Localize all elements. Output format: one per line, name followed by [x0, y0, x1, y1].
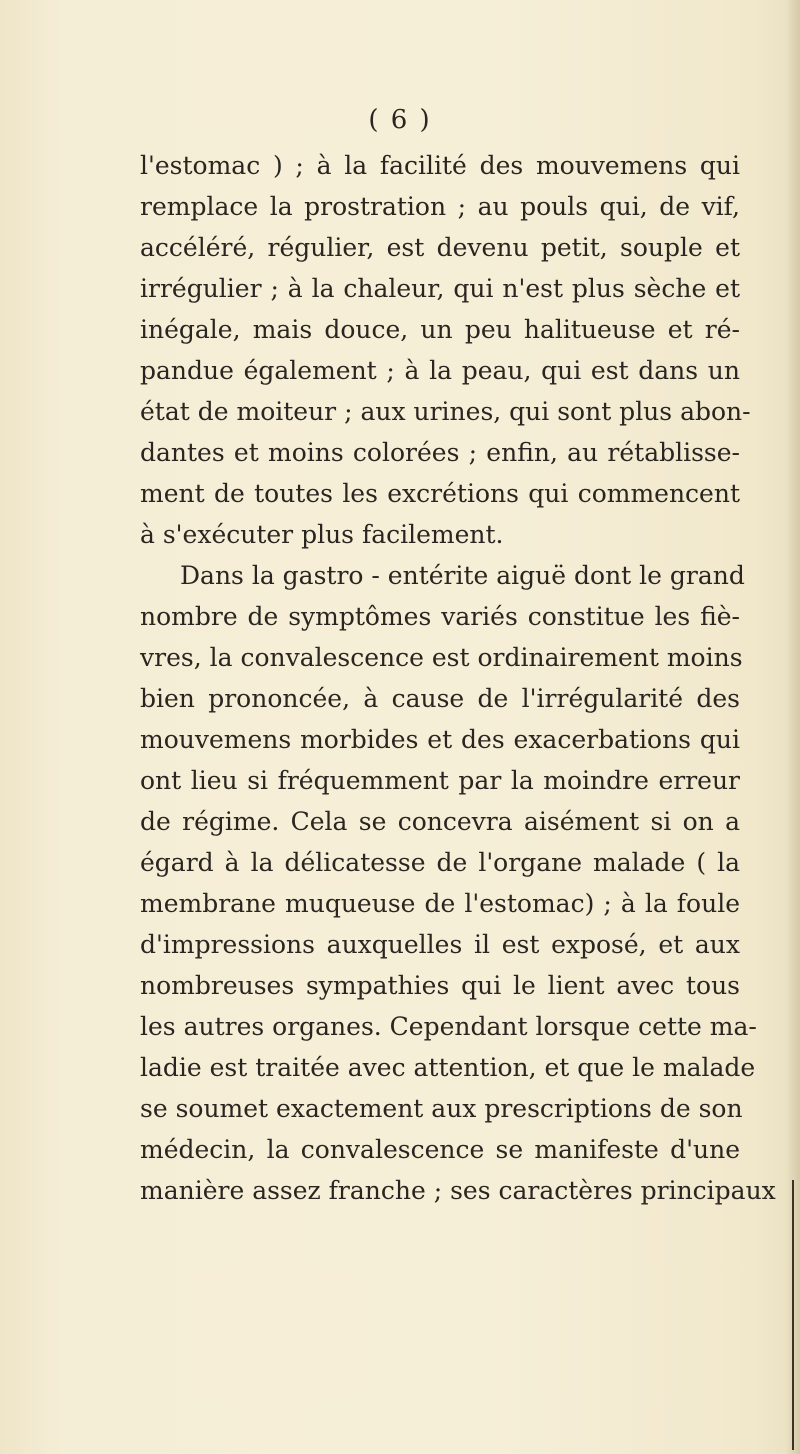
text-line: mouvemens morbides et des exacerbations qui: [140, 725, 740, 754]
text-line: Dans la gastro - entérite aiguë dont le grand: [180, 561, 745, 590]
text-line: pandue également ; à la peau, qui est dans un: [140, 356, 740, 385]
text-line: bien prononcée, à cause de l'irrégularité des: [140, 684, 740, 713]
text-line: vres, la convalescence est ordinairement moins: [140, 643, 743, 672]
text-line: égard à la délicatesse de l'organe malade ( la: [140, 848, 740, 877]
text-line: ladie est traitée avec attention, et que le malade: [140, 1053, 756, 1082]
text-line: membrane muqueuse de l'estomac) ; à la foule: [140, 889, 740, 918]
text-line: manière assez franche ; ses caractères principaux: [140, 1176, 776, 1205]
paragraph-1: [140, 145, 751, 555]
text-line: nombreuses sympathies qui le lient avec tous: [140, 971, 740, 1000]
page-edge-line: [792, 1180, 794, 1450]
text-line: se soumet exactement aux prescriptions de son: [140, 1094, 743, 1123]
text-line: l'estomac ) ; à la facilité des mouvemens qui: [140, 151, 740, 180]
paragraph-2: [140, 555, 776, 1211]
text-line: les autres organes. Cependant lorsque cette ma-: [140, 1012, 757, 1041]
text-line: ont lieu si fréquemment par la moindre erreur: [140, 766, 740, 795]
text-line: remplace la prostration ; au pouls qui, de vif,: [140, 192, 740, 221]
body-text: [140, 145, 776, 1211]
text-line: de régime. Cela se concevra aisément si on a: [140, 807, 740, 836]
text-line: dantes et moins colorées ; enfin, au rétablisse-: [140, 438, 740, 467]
text-line: nombre de symptômes variés constitue les fiè-: [140, 602, 740, 631]
text-line: médecin, la convalescence se manifeste d'une: [140, 1135, 740, 1164]
page-number: ( 6 ): [368, 105, 432, 135]
text-line: ment de toutes les excrétions qui commencent: [140, 479, 740, 508]
text-line: irrégulier ; à la chaleur, qui n'est plus sèche et: [140, 274, 740, 303]
text-line: à s'exécuter plus facilement.: [140, 520, 504, 549]
text-line: d'impressions auxquelles il est exposé, et aux: [140, 930, 740, 959]
text-line: accéléré, régulier, est devenu petit, souple et: [140, 233, 740, 262]
text-line: état de moiteur ; aux urines, qui sont plus abon-: [140, 397, 751, 426]
text-line: inégale, mais douce, un peu halitueuse et ré-: [140, 315, 740, 344]
